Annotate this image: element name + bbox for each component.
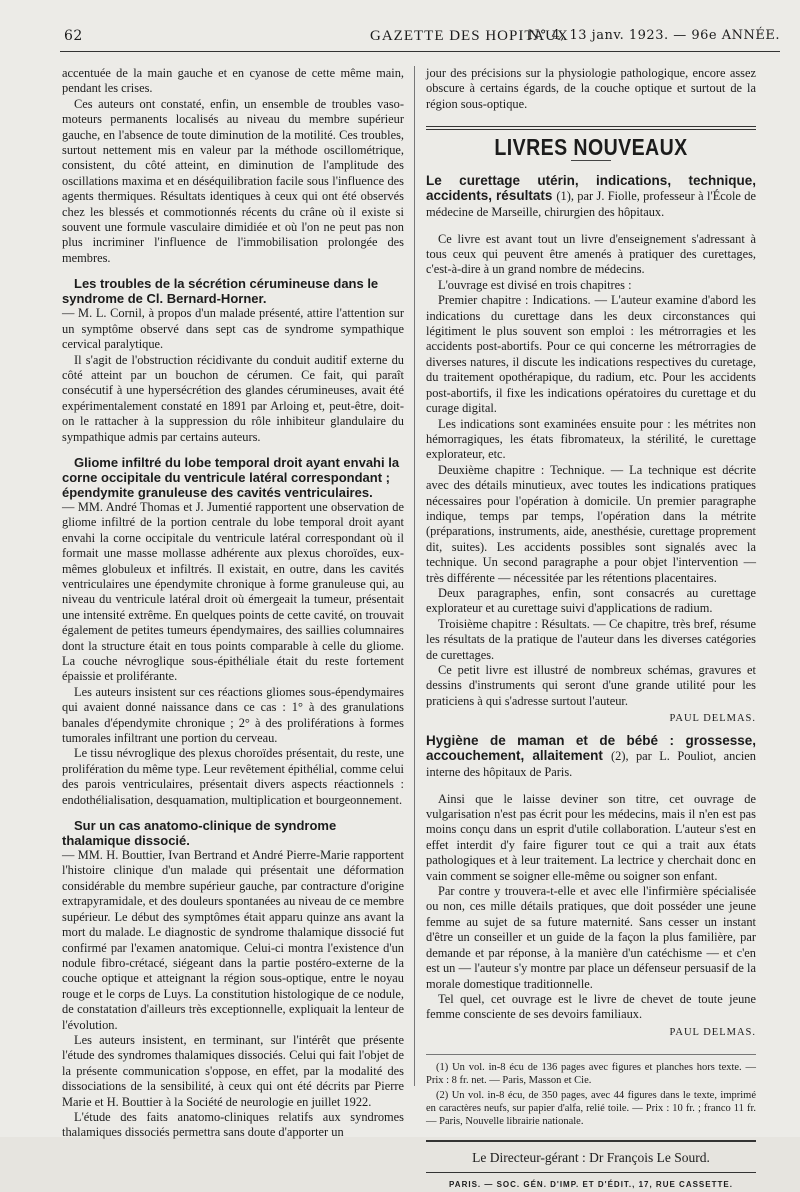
review-signature: PAUL DELMAS. [669,1026,756,1038]
review-signature: PAUL DELMAS. [669,713,756,725]
section-title-text: Les troubles de la sécrétion cérumineuse dans le syndrome de Cl. Bernard-Horner. [62,276,379,307]
journal-title: GAZETTE DES HOPITAUX [370,28,569,44]
review-author: , par J. Fiolle, professeur à l'École de médecine de Marseille, chirurgien des hôpitaux. [426,188,756,219]
section-title [62,276,404,306]
footnotes [426,1054,756,1128]
section-byline: — MM. H. Bouttier, Ivan Bertrand et André Pierre-Marie rapportent l'histoire clinique d'un malade qui présentait une déformation considérable du membre supérieur gauche, par contracture d'origine extrapyramidale, et des douleurs spontanées au niveau de ce membre supérieur. Le début des symptômes était apparu quinze ans avant la mort du malade. Le diagnostic de syndrome thalamique dissocié fut confirmé par l'examen anatomique. Celui-ci montra l'existence d'un nodule fibro-crétacé, siégeant dans la partie postéro-externe de la couche optique et atteignant la région sous-optique, entre le noyau rouge et le corps de Luys. La constitution histologique de ce nodule, de constatation d'ailleurs très exceptionnelle, expliquait la lenteur de l'évolution. [62,848,404,1032]
review-paragraph: L'ouvrage est divisé en trois chapitres : [438,277,632,292]
footnote-ref: (2) [611,748,626,763]
intro-paragraph: Ces auteurs ont constaté, enfin, un ensemble de troubles vaso-moteurs permanents localisés au niveau du membre supérieur gauche, en l'absence de toute diminution de la motilité. Ces troubles, surtout nettement mis en valeur par la méthode oscillométrique, consistent, du côté atteint, en diminution de l'amplitude des oscillations maxima et en déséquilibration facile sous l'influence des agents thermiques. Résultats identiques à ceux qui ont été observés chez les blessés et commotionnés récents du crâne où il existe si souvent une formule vasculaire dimidiée et où l'on ne peut pas non plus incriminer l'influence de l'immobilisation prolongée des membres. [62,96,404,265]
section-heading-livres: LIVRES NOUVEAUX [494,134,688,161]
review-title [426,173,756,220]
directeur-gerant: Le Directeur-gérant : Dr François Le Sourd. [426,1140,756,1165]
section-title [62,818,404,848]
section-byline: — MM. André Thomas et J. Jumentié rapportent une observation de gliome infiltré de la portion centrale du lobe temporal droit ayant envahi la corne occipitale du ventricule latéral correspondant où il formait une masse mollasse adhérente aux plexus choroïdes, eux-mêmes globuleux et infiltrés. Il existait, en outre, dans les cavités ventriculaires une épendymite chronique à forme granuleuse qui, au niveau du ventricule latéral droit où émergeait la tumeur, présentait une intensité extrême. En quelques points de cette cavité, on trouvait également de petites tumeurs épendymaires, des saillies columnaires dont la structure était en tous points comparable à celle du gliome. La couche névroglique sous-épithéliale était du reste fortement épaissie et proliférante. [62,499,404,684]
section-title [62,455,404,500]
book-review-curettage [426,173,756,727]
left-column [62,66,404,1141]
section-paragraph: Les auteurs insistent, en terminant, sur l'intérêt que présente l'étude des syndromes thalamiques dissociés. Celui qui fait l'objet de la présente communication s'oppose, en effet, par la modalité des dissociations de la sensibilité, à ceux qui ont été décrits par Pierre Marie et H. Bouttier à la Société de neurologie en juillet 1922. [62,1032,404,1109]
review-title [426,733,756,780]
section-byline: — M. L. Cornil, à propos d'un malade présenté, attire l'attention sur un symptôme observé dans sept cas de syndrome sympathique cervical paralytique. [62,306,404,352]
section-paragraph: Le tissu névroglique des plexus choroïdes présentait, du reste, une prolifération du même type. Leur revêtement épithélial, comme celui des parois ventriculaires, présentait divers aspects réactionnels : endothélialisation, desquamation, multiplication et bourgeonnement. [62,746,404,807]
continuation-paragraph: jour des précisions sur la physiologie pathologique, encore assez obscure à certains égards, de la couche optique et surtout de la région sous-optique. [426,66,756,111]
section-paragraph: L'étude des faits anatomo-cliniques relatifs aux syndromes thalamiques dissociés permettra sans doute d'apporter un [62,1109,404,1140]
intro-paragraph: accentuée de la main gauche et en cyanose de cette même main, pendant les crises. [62,66,404,96]
right-column [426,66,756,1192]
section-paragraph: Il s'agit de l'obstruction récidivante du conduit auditif externe du côté atteint par un bouchon de cérumen. Ce fait, qui paraît consécutif à une hypersécrétion des glandes cérumineuses, avait été expérimentalement constaté en 1891 par Arloing et, peut-être, doit-on le rattacher à la suppression du rôle inhibiteur glandulaire du sympathique admis par certains auteurs. [62,352,404,444]
review-paragraph: Ce petit livre est illustré de nombreux schémas, gravures et dessins d'instruments qui seront d'une grande utilité pour les praticiens à qui s'adresse surtout l'auteur. [426,663,756,708]
footnote: (1) Un vol. in-8 écu de 136 pages avec figures et planches hors texte. — Prix : 8 fr. net. — Paris, Masson et Cie. [426,1062,756,1087]
review-paragraph: Les indications sont examinées ensuite pour : les métrites non hémorragiques, les états fibromateux, la stérilité, le curettage explorateur, etc. [426,416,756,462]
review-paragraph: Par contre y trouvera-t-elle et avec elle l'infirmière spécialisée ou non, ces mille détails pratiques, que doit posséder une jeune femme au sujet de sa future maternité. Sans cesser un instant d'être un conseiller et un guide de la façon la plus familière, par demande et par réponse, à la manière d'un catéchisme — et c'en est un — l'auteur s'y montre par place un défenseur persuasif de la morale domestique traditionnelle. [426,884,756,991]
review-paragraph: Tel quel, cet ouvrage est le livre de chevet de toute jeune femme consciente de ses devoirs familiaux. [426,991,756,1022]
review-paragraph: Premier chapitre : Indications. — L'auteur examine d'abord les indications du curettage dans les deux circonstances qui légitiment le plus souvent son emploi : les métrorragies et les accidents post-abortifs. Pour ce qui concerne les métrorragies de diverses natures, il discute les indications respectives du curetage, du traitement opothérapique, du radium, etc. Pour les accidents post-abortifs, il fixe les indications opératoires du curettage et du curage digital. [426,293,756,416]
review-paragraph: Deux paragraphes, enfin, sont consacrés au curettage explorateur et au curettage suivi d'applications de radium. [426,585,756,616]
review-paragraph: Ainsi que le laisse deviner son titre, cet ouvrage de vulgarisation n'est pas écrit pour les médecins, mais il n'en est pas moins conçu dans un esprit d'utile collaboration. L'auteur s'est en effet interdit d'y faire figurer tout ce qui a trait aux états pathologiques et à leur traitement. La lectrice y cherchait donc en vain comment se soigner elle-même ou soigner son enfant. [426,791,756,883]
section-paragraph: Les auteurs insistent sur ces réactions gliomes sous-épendymaires qui avaient donné naissance dans ce cas : 1° à des granulations banales d'épendymite chronique ; 2° à des proliférations à formes tumorales infiltrant une portion du cerveau. [62,684,404,746]
book-review-hygiene [426,733,756,1041]
section-title-text: Gliome infiltré du lobe temporal droit ayant envahi la corne occipitale du ventricule latéral correspondant ; épendymite granuleuse des cavités ventriculaires. [62,454,400,500]
section-title-text: Sur un cas anatomo-clinique de syndrome thalamique dissocié. [62,818,337,849]
header-rule [60,51,780,52]
review-paragraph: Deuxième chapitre : Technique. — La technique est décrite avec des détails minutieux, avec toutes les indications pratiques nécessaires pour l'opération à domicile. Un premier paragraphe indique, temps par temps, l'opération dans la métrite (préparations, instruments, aide, anesthésie, curettage proprement dit, suites). Les accidents possibles sont signalés avec la technique. Un second paragraphe a pour objet l'intervention — très différente — nécessitée par les rétentions placentaires. [426,462,756,585]
footnote-ref: (1) [556,188,571,203]
printer-imprint: PARIS. — SOC. GÉN. D'IMP. ET D'ÉDIT., 17, RUE CASSETTE. [426,1172,756,1192]
double-rule [426,126,756,130]
review-title-text: Le curettage utérin, indications, technique, accidents, résultats [426,172,756,203]
review-paragraph: Troisième chapitre : Résultats. — Ce chapitre, très bref, résume les résultats de la pratique de l'auteur dans les diverses catégories de curettages. [426,616,756,662]
column-divider [414,66,415,1086]
section-cerumen [62,276,404,445]
review-title-text: Hygiène de maman et de bébé : grossesse, accouchement, allaitement [426,732,756,763]
review-author: , par L. Pouliot, ancien interne des hôpitaux de Paris. [426,748,756,779]
issue-info: N° 4, 13 janv. 1923. — 96e ANNÉE. [527,28,780,43]
review-paragraph: Ce livre est avant tout un livre d'enseignement s'adressant à tous ceux qui peuvent être amenés à pratiquer des curettages, c'est-à-dire à un grand nombre de médecins. [426,231,756,277]
page-number: 62 [64,28,83,44]
section-thalamique [62,818,404,1141]
page-header [40,24,780,52]
section-gliome [62,455,404,808]
footnote: (2) Un vol. in-8 écu, de 350 pages, avec 44 figures dans le texte, imprimé en caractères neufs, sur papier d'alfa, relié toile. — Prix : 10 fr. ; franco 11 fr. — Paris, Nouvelle librairie nationale. [426,1090,756,1128]
